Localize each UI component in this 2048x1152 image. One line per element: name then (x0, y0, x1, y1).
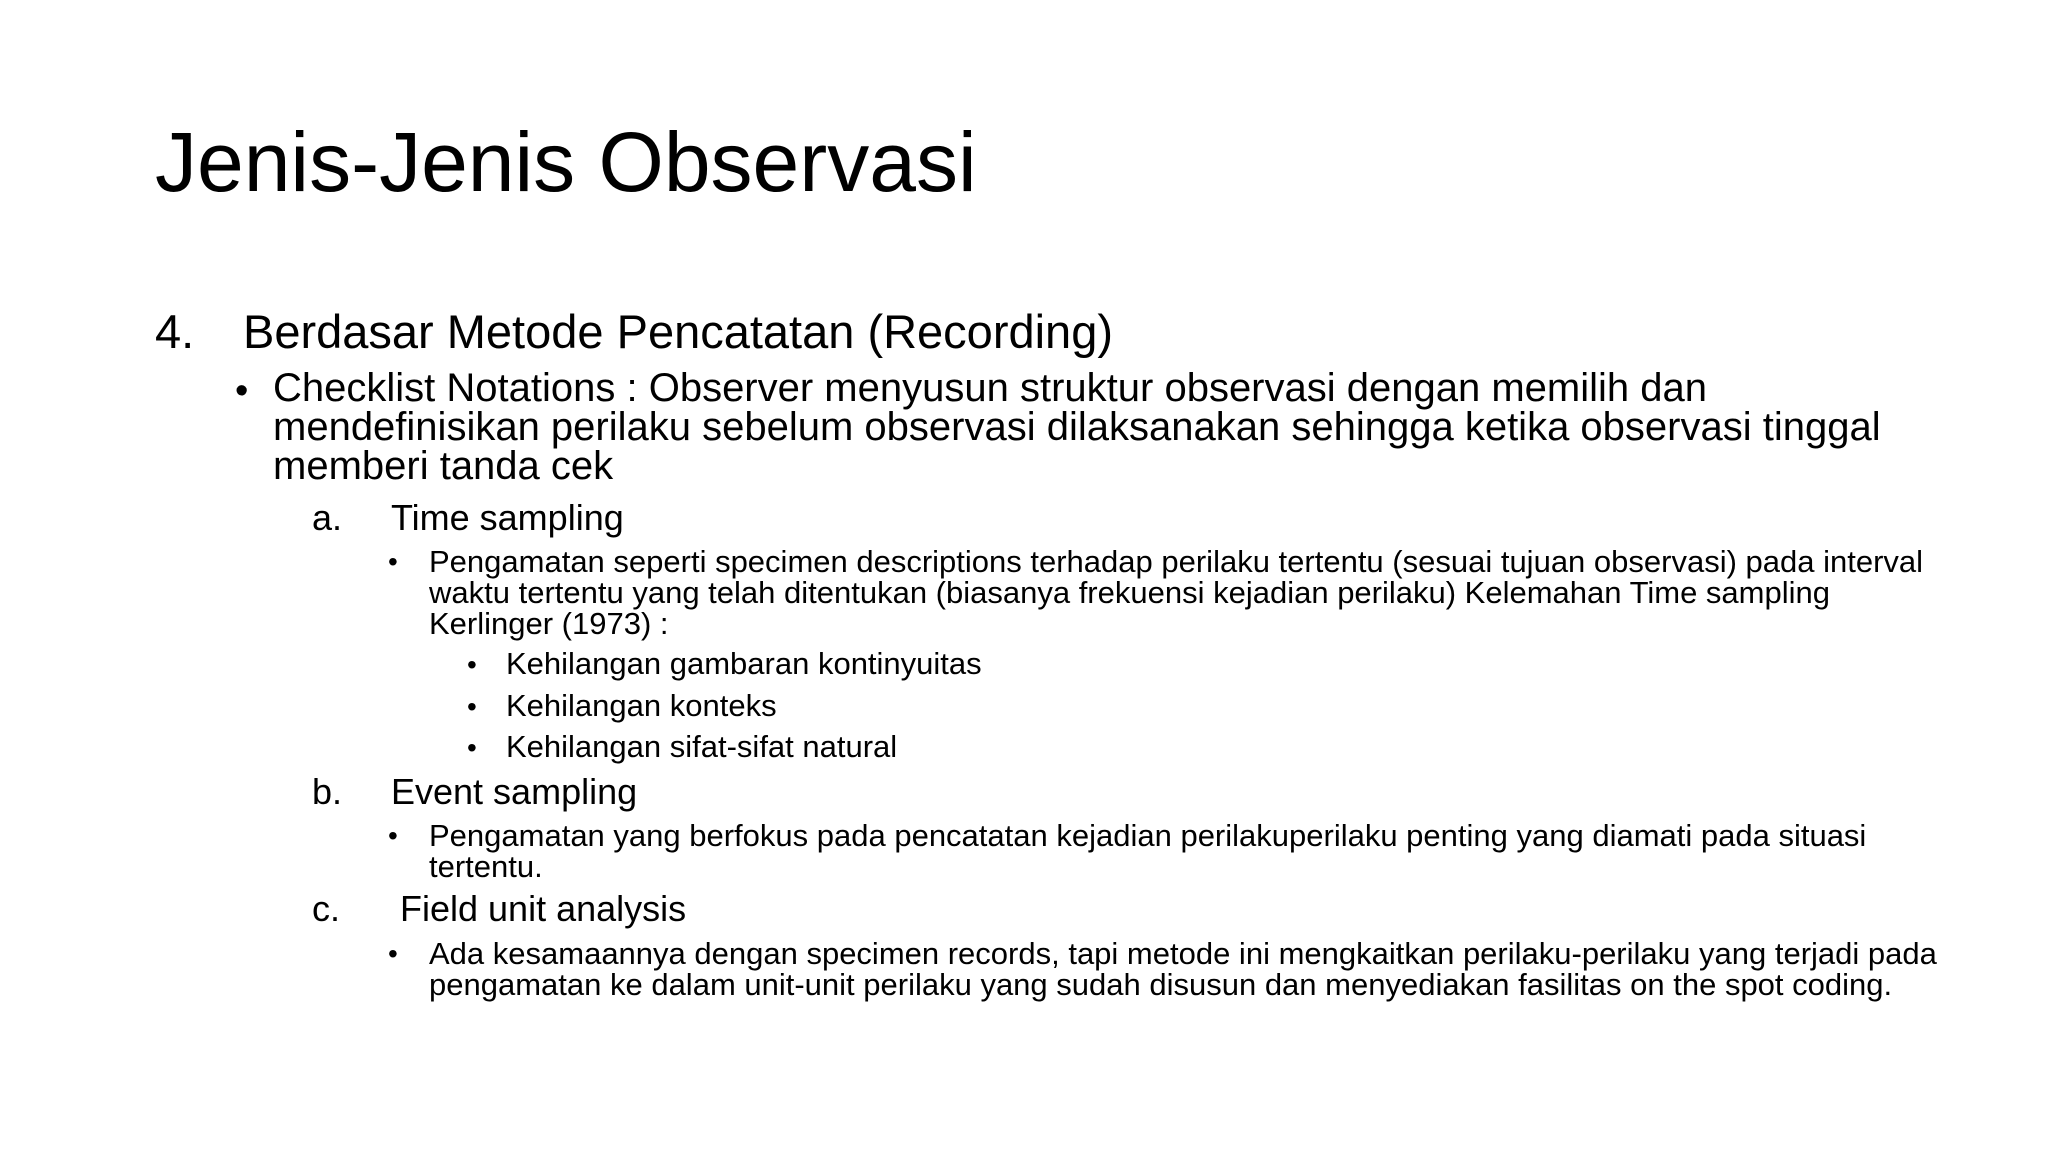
time-sampling-description: Pengamatan seperti specimen descriptions terhadap perilaku tertentu (sesuai tujuan observasi) pada interval waktu tertentu yang telah ditentukan (biasanya frekuensi kejadian perilaku) Kelemahan Time sampling Kerlinger (1973) : (429, 544, 1924, 641)
weakness-bullet-3: • (467, 732, 477, 763)
weakness-item-3: Kehilangan sifat-sifat natural (506, 729, 898, 764)
weakness-bullet-1: • (467, 649, 477, 680)
item-letter-b: b. (312, 771, 343, 812)
item-label-time-sampling: Time sampling (391, 497, 624, 538)
field-unit-description: Ada kesamaannya dengan specimen records, tapi metode ini mengkaitkan perilaku-perilaku yang terjadi pada pengamatan ke dalam unit-unit perilaku yang sudah disusun dan menyediakan fasilitas on the spot coding. (429, 936, 1937, 1002)
event-sampling-description: Pengamatan yang berfokus pada pencatatan kejadian perilakuperilaku penting yang diamati pada situasi tertentu. (429, 818, 1867, 884)
section-heading: Berdasar Metode Pencatatan (Recording) (243, 305, 1113, 358)
time-sampling-bullet: • (388, 546, 398, 577)
weakness-item-2: Kehilangan konteks (506, 688, 777, 723)
checklist-bullet: • (235, 370, 249, 412)
slide-title: Jenis-Jenis Observasi (155, 115, 977, 209)
item-label-event-sampling: Event sampling (391, 771, 638, 812)
item-letter-c: c. (312, 888, 341, 929)
checklist-notations-text: Checklist Notations : Observer menyusun struktur observasi dengan memilih dan mendefinisikan perilaku sebelum observasi dilaksanakan sehingga ketika observasi tinggal memberi tanda cek (273, 366, 1881, 488)
event-sampling-bullet: • (388, 820, 398, 851)
field-unit-bullet: • (388, 938, 398, 969)
item-label-field-unit-analysis: Field unit analysis (400, 888, 687, 929)
section-number: 4. (155, 305, 195, 358)
weakness-bullet-2: • (467, 691, 477, 722)
item-letter-a: a. (312, 497, 343, 538)
weakness-item-1: Kehilangan gambaran kontinyuitas (506, 646, 982, 681)
